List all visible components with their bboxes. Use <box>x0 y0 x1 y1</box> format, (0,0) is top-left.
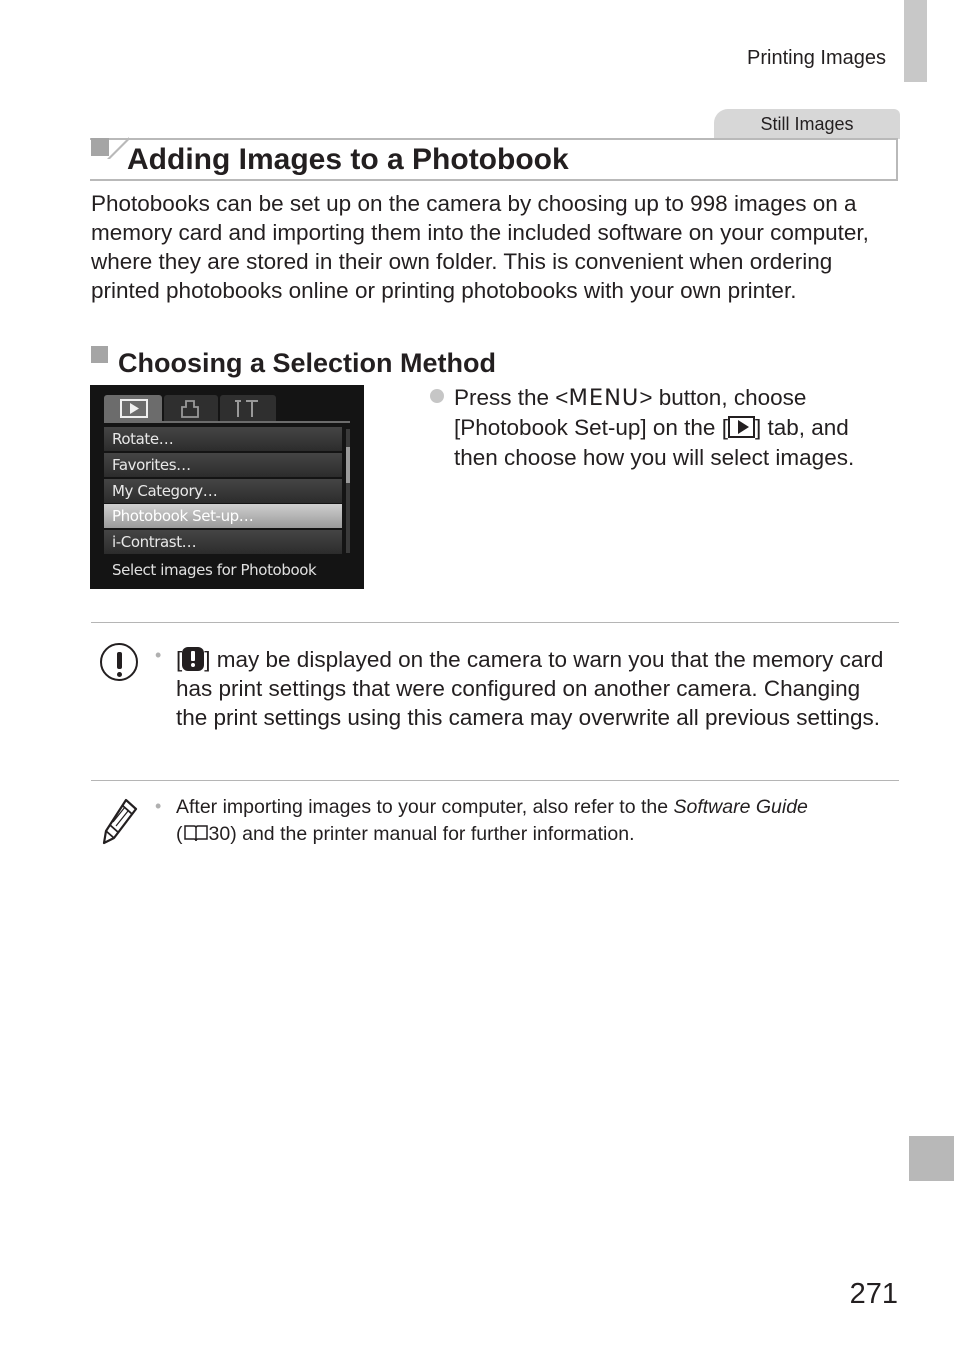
note-open-paren: ( <box>176 823 183 845</box>
caution-bullet: • <box>155 645 162 665</box>
software-guide-title: Software Guide <box>673 796 808 818</box>
still-images-label: Still Images <box>760 114 854 134</box>
camera-menu-item-my-category: My Category… <box>104 479 342 503</box>
section-label: Printing Images <box>747 47 886 69</box>
step-bullet-icon <box>430 389 444 403</box>
camera-hint-text: Select images for Photobook <box>112 561 317 579</box>
pencil-icon <box>101 797 139 845</box>
title-corner-decoration <box>107 137 129 159</box>
instruction-part3: ] tab, and then choose how you will select images. <box>454 415 855 470</box>
divider <box>91 780 899 781</box>
camera-scrollbar-thumb <box>346 447 350 483</box>
setup-tab <box>220 395 276 421</box>
camera-menu-item-favorites: Favorites… <box>104 453 342 477</box>
print-icon <box>164 395 218 421</box>
intro-paragraph: Photobooks can be set up on the camera by choosing up to 998 images on a memory card and importing them into the included software on your computer, where they are stored in their own folder. This is convenient when ordering printed photobooks online or printing photobooks with your own printer. <box>91 191 869 303</box>
side-index-tab <box>909 1136 954 1181</box>
instruction-part2: > button, choose [Photobook Set-up] on the [ <box>454 385 807 440</box>
note-bullet: • <box>155 796 162 816</box>
camera-menu-screenshot <box>90 385 364 589</box>
note-part1: After importing images to your computer, also refer to the <box>176 796 674 818</box>
setup-icon <box>220 395 276 421</box>
camera-tabs <box>104 395 347 423</box>
instruction-part1: Press the < <box>454 385 569 410</box>
camera-menu-item-i-contrast: i-Contrast… <box>104 530 342 554</box>
chapter-tab <box>904 0 927 82</box>
playback-tab-icon <box>728 416 755 438</box>
note-page-ref: 30 <box>208 823 231 845</box>
camera-menu-item-rotate: Rotate… <box>104 427 342 451</box>
book-icon <box>183 824 209 842</box>
caution-bracket: [ <box>176 647 183 672</box>
menu-button-label: MENU <box>568 385 640 411</box>
camera-menu-item-photobook-setup: Photobook Set-up… <box>104 504 342 528</box>
print-tab <box>164 395 218 421</box>
print-settings-warning-icon <box>182 647 204 671</box>
playback-icon <box>104 395 162 421</box>
page-number: 271 <box>849 1278 898 1310</box>
instruction-text <box>454 383 894 473</box>
note-text <box>176 794 896 848</box>
playback-tab <box>104 395 162 421</box>
subsection-title: Choosing a Selection Method <box>118 348 497 378</box>
caution-icon <box>100 643 138 681</box>
still-images-tab <box>714 109 900 139</box>
divider <box>91 622 899 623</box>
note-part2: ) and the printer manual for further information. <box>230 823 635 845</box>
caution-text <box>176 645 896 732</box>
subsection-square-icon <box>91 346 108 363</box>
page-title: Adding Images to a Photobook <box>127 143 569 176</box>
caution-body: ] may be displayed on the camera to warn you that the memory card has print settings that were configured on another camera. Changing the print settings using this camera may overwrite all previous settings. <box>176 647 884 730</box>
camera-tab-underline <box>104 421 350 423</box>
